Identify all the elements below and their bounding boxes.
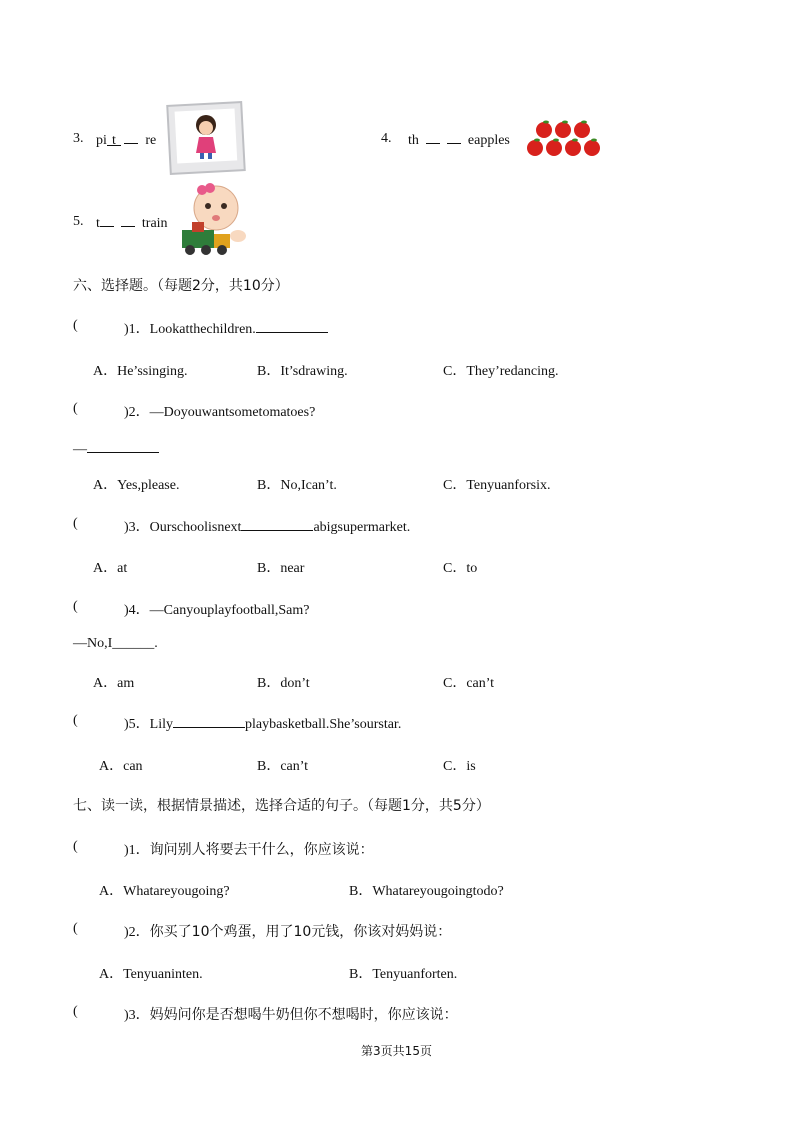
- s6-q2-stem: [124, 401, 315, 421]
- q4-part-b: eapples: [467, 133, 510, 148]
- s6-q5-paren: (: [73, 713, 78, 728]
- s6-q5-option-c[interactable]: C．is: [443, 759, 476, 774]
- q3-blank-2[interactable]: [124, 131, 138, 144]
- s7-q2-option-a[interactable]: A．Tenyuaninten.: [99, 967, 203, 982]
- s6-q1-number: )1．: [124, 322, 150, 337]
- s6-q2-paren: (: [73, 401, 78, 416]
- s6-q2-option-b[interactable]: B．No,Ican’t.: [257, 478, 337, 493]
- s7-q2-stem: [124, 921, 451, 941]
- q4-word: [408, 131, 510, 149]
- s6-q4-option-c[interactable]: C．can’t: [443, 676, 495, 691]
- q3-word: [96, 131, 156, 149]
- q4-blank-2[interactable]: [447, 131, 461, 144]
- s7-q2-number: )2．: [124, 925, 150, 940]
- section-7-title: 七、读一读，根据情景描述，选择合适的句子。（每题1分，共5分）: [73, 798, 490, 814]
- s6-q1-paren: (: [73, 318, 78, 333]
- s7-q1-paren: (: [73, 839, 78, 854]
- s6-q1-stem: [124, 318, 328, 338]
- s7-q3-paren: (: [73, 1004, 78, 1019]
- s7-q2-option-b[interactable]: B．Tenyuanforten.: [349, 967, 458, 982]
- s6-q5-number: )5．: [124, 717, 150, 732]
- section-6-title: 六、选择题。（每题2分，共10分）: [73, 278, 289, 294]
- s6-q3-number: )3．: [124, 520, 150, 535]
- s6-q4-number: )4．: [124, 603, 150, 618]
- q5-blank-1[interactable]: [100, 214, 114, 227]
- q3-number: 3.: [73, 131, 84, 146]
- s6-q4-stem: [124, 599, 309, 619]
- s6-q5-stem: [124, 713, 401, 733]
- s6-q2-text: —Doyouwantsometomatoes?: [149, 405, 316, 420]
- s6-q3-text-after: abigsupermarket.: [313, 520, 411, 535]
- q5-number: 5.: [73, 214, 84, 229]
- s6-q3-paren: (: [73, 516, 78, 531]
- s6-q2-option-a[interactable]: A．Yes,please.: [93, 478, 180, 493]
- apples-image: [524, 118, 608, 160]
- s7-q1-text: 询问别人将要去干什么，你应该说：: [149, 842, 374, 858]
- q5-blank-2[interactable]: [121, 214, 135, 227]
- s7-q1-stem: [124, 839, 374, 859]
- s6-q1-blank[interactable]: [256, 320, 328, 333]
- s6-q3-option-b[interactable]: B．near: [257, 561, 305, 576]
- s7-q1-number: )1．: [124, 843, 150, 858]
- q4-blank-1[interactable]: [426, 131, 440, 144]
- s6-q2-option-c[interactable]: C．Tenyuanforsix.: [443, 478, 551, 493]
- s6-q5-text-after: playbasketball.She’sourstar.: [245, 717, 402, 732]
- s6-q1-option-c[interactable]: C．They’redancing.: [443, 364, 559, 379]
- s6-q4-option-a[interactable]: A．am: [93, 676, 135, 691]
- q4-number: 4.: [381, 131, 392, 146]
- s6-q2-answer-line: —: [73, 440, 159, 458]
- q4-part-a: th: [408, 133, 419, 148]
- s6-q4-text: —Canyouplayfootball,Sam?: [149, 603, 310, 618]
- s6-q5-text: Lily: [149, 717, 174, 732]
- s6-q2-blank[interactable]: [87, 440, 159, 453]
- s7-q2-paren: (: [73, 921, 78, 936]
- s7-q1-option-a[interactable]: A．Whatareyougoing?: [99, 884, 230, 899]
- s7-q2-text: 你买了10个鸡蛋，用了10元钱，你该对妈妈说：: [149, 924, 452, 940]
- s6-q3-option-a[interactable]: A．at: [93, 561, 128, 576]
- q5-part-b: train: [141, 216, 168, 231]
- q3-part-c: re: [145, 133, 157, 148]
- baby-train-image: [178, 182, 250, 258]
- q5-word: [96, 214, 168, 232]
- s7-q1-option-b[interactable]: B．Whatareyougoingtodo?: [349, 884, 504, 899]
- q3-part-a: pi: [96, 133, 107, 148]
- q3-blank-1[interactable]: t: [107, 133, 121, 146]
- s6-q5-blank[interactable]: [173, 715, 245, 728]
- s7-q3-number: )3．: [124, 1008, 150, 1023]
- q5-part-a: t: [96, 216, 100, 231]
- s6-q4-option-b[interactable]: B．don’t: [257, 676, 310, 691]
- s6-q4-answer-line: —No,I______.: [73, 636, 158, 651]
- page-footer: 第3页共15页: [361, 1044, 432, 1058]
- s6-q3-blank[interactable]: [241, 518, 313, 531]
- s6-q1-option-a[interactable]: A．He’ssinging.: [93, 364, 188, 379]
- s6-q3-stem: [124, 516, 410, 536]
- girl-photo-image: [166, 101, 246, 175]
- s6-q1-option-b[interactable]: B．It’sdrawing.: [257, 364, 348, 379]
- s6-q1-text: Lookatthechildren.: [149, 322, 256, 337]
- s6-q2-number: )2．: [124, 405, 150, 420]
- s6-q4-paren: (: [73, 599, 78, 614]
- s7-q3-text: 妈妈问你是否想喝牛奶但你不想喝时，你应该说：: [149, 1007, 458, 1023]
- s6-q5-option-b[interactable]: B．can’t: [257, 759, 309, 774]
- s6-q5-option-a[interactable]: A．can: [99, 759, 143, 774]
- s6-q3-text: Ourschoolisnext: [149, 520, 242, 535]
- s6-q3-option-c[interactable]: C．to: [443, 561, 478, 576]
- s7-q3-stem: [124, 1004, 458, 1024]
